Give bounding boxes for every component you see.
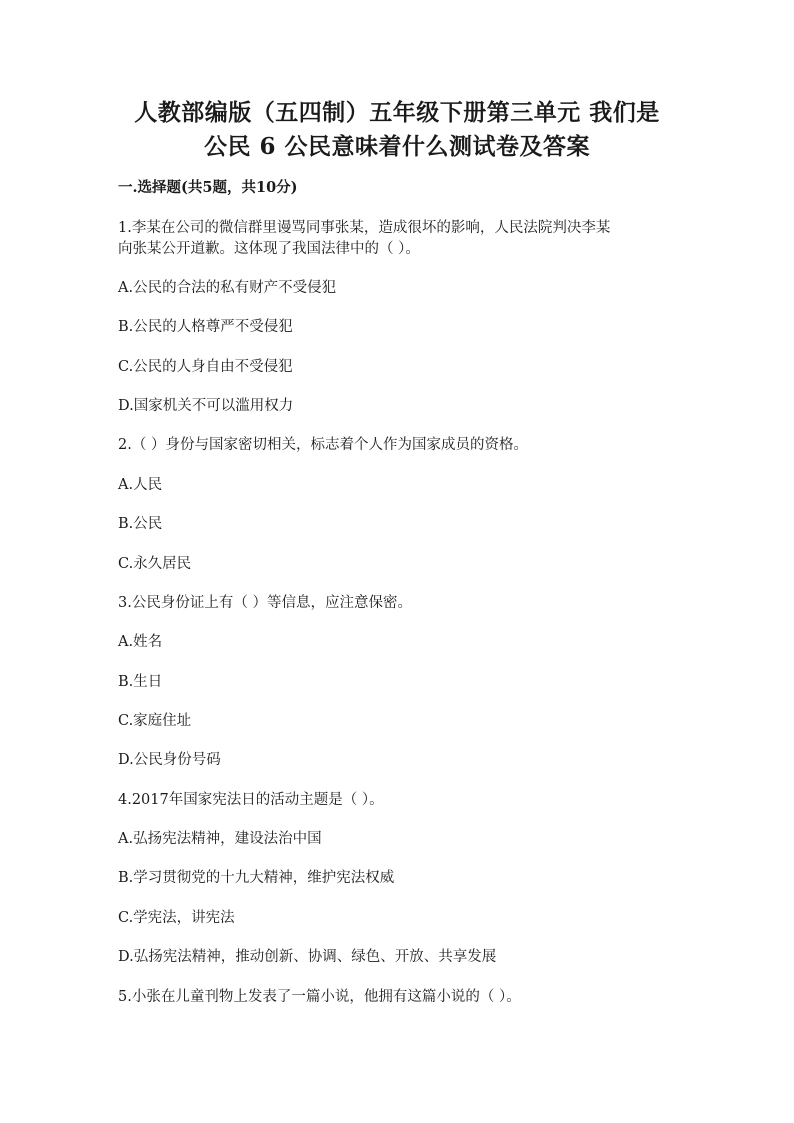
question-1-option-a: A.公民的合法的私有财产不受侵犯 (118, 280, 337, 296)
question-3-option-b: B.生日 (118, 674, 163, 690)
page-title-line-1: 人教部编版（五四制）五年级下册第三单元 我们是 (134, 99, 660, 126)
question-2-option-b: B.公民 (118, 516, 163, 532)
question-3-option-d: D.公民身份号码 (118, 752, 221, 768)
question-3-option-a: A.姓名 (118, 634, 163, 650)
question-1-option-d: D.国家机关不可以滥用权力 (118, 398, 294, 414)
question-1-stem-line-1: 1.李某在公司的微信群里谩骂同事张某，造成很坏的影响，人民法院判决李某 (118, 220, 611, 236)
question-2-option-a: A.人民 (118, 477, 163, 493)
question-4-stem: 4.2017年国家宪法日的活动主题是（ ）。 (118, 792, 384, 808)
question-5-stem: 5.小张在儿童刊物上发表了一篇小说，他拥有这篇小说的（ ）。 (118, 989, 521, 1005)
question-3-option-c: C.家庭住址 (118, 713, 192, 729)
question-4-option-d: D.弘扬宪法精神，推动创新、协调、绿色、开放、共享发展 (118, 949, 497, 965)
question-4-option-a: A.弘扬宪法精神，建设法治中国 (118, 831, 322, 847)
question-4-option-b: B.学习贯彻党的十九大精神，维护宪法权威 (118, 870, 395, 886)
question-2-option-c: C.永久居民 (118, 556, 192, 572)
question-1-option-c: C.公民的人身自由不受侵犯 (118, 359, 293, 375)
question-4-option-c: C.学宪法，讲宪法 (118, 910, 235, 926)
question-2-stem: 2.（ ）身份与国家密切相关，标志着个人作为国家成员的资格。 (118, 437, 528, 453)
section-heading: 一.选择题(共5题，共10分) (118, 179, 298, 196)
question-1-stem-line-2: 向张某公开道歉。这体现了我国法律中的（ ）。 (118, 241, 420, 257)
question-1-option-b: B.公民的人格尊严不受侵犯 (118, 319, 293, 335)
question-3-stem: 3.公民身份证上有（ ）等信息，应注意保密。 (118, 595, 412, 611)
page-title-line-2: 公民 6 公民意味着什么测试卷及答案 (203, 133, 591, 160)
